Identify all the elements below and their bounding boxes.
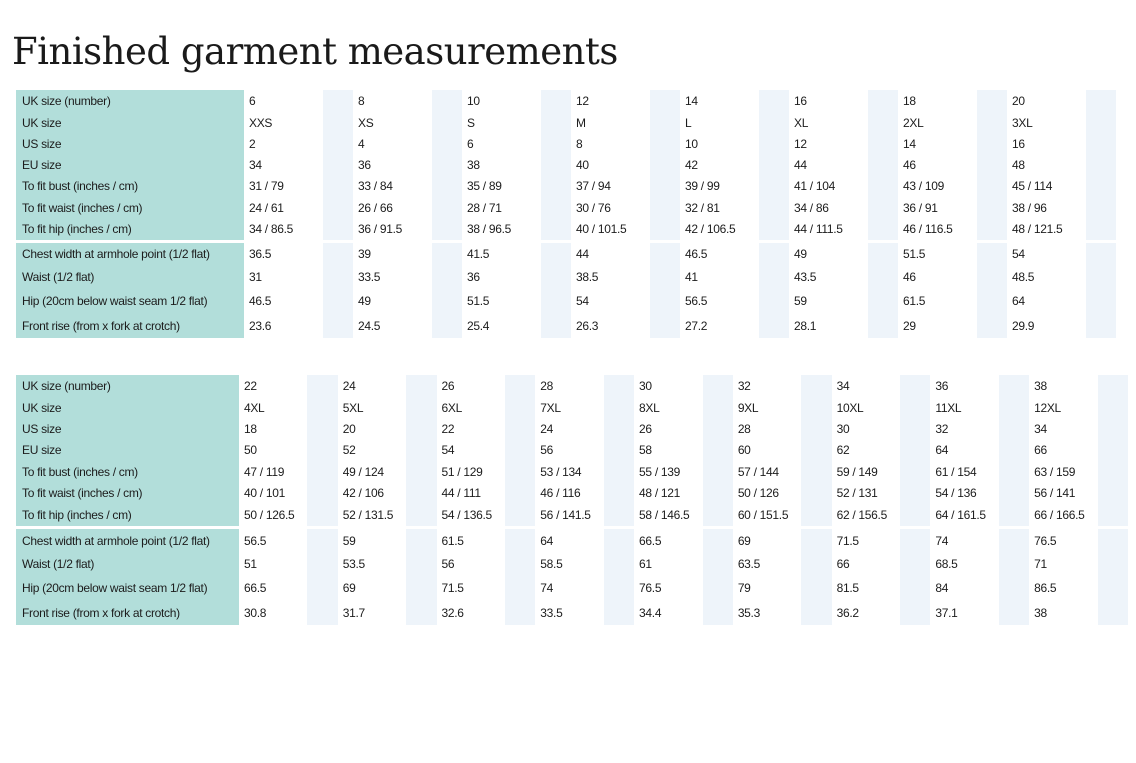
size-column [680, 243, 759, 338]
table-cell: 39 / 99 [685, 179, 720, 193]
column-spacer [307, 529, 337, 625]
row-label: Hip (20cm below waist seam 1/2 flat) [22, 294, 208, 308]
table-cell: 36 [358, 157, 371, 172]
size-column [680, 90, 759, 240]
table-cell: 51 [243, 556, 257, 571]
table-cell: 40 / 101.5 [576, 222, 627, 236]
table-cell: 36.5 [249, 247, 272, 261]
column-spacer [999, 529, 1029, 625]
table-cell: 34 / 86.5 [249, 222, 294, 236]
table-cell: 18 [903, 94, 916, 108]
table-cell: 47 / 119 [243, 464, 285, 479]
table-cell: 51.5 [903, 247, 926, 261]
table-cell: 38 / 96.5 [467, 222, 512, 236]
table-cell: 52 [342, 443, 356, 457]
table-cell: 53 / 134 [540, 464, 582, 479]
table-cell: 56 [441, 556, 455, 571]
table-cell: 7XL [540, 400, 561, 415]
column-spacer [505, 375, 535, 526]
size-column [898, 243, 977, 338]
table-cell: 35 / 89 [467, 179, 502, 193]
table-cell: XL [794, 115, 809, 130]
row-label: To fit hip (inches / cm) [22, 508, 132, 522]
table-cell: 71.5 [836, 533, 859, 548]
size-column [1007, 90, 1086, 240]
table-cell: 61.5 [441, 533, 464, 548]
table-cell: 12XL [1034, 400, 1061, 415]
row-label: EU size [22, 443, 62, 457]
table-cell: 37 / 94 [576, 179, 611, 193]
table-cell: 66.5 [639, 533, 662, 548]
table-cell: 32 [737, 379, 751, 393]
size-column [930, 375, 998, 526]
table-cell: 6 [249, 94, 256, 108]
row-label: UK size [22, 115, 62, 130]
table-cell: 38 / 96 [1012, 200, 1047, 215]
column-spacer [541, 90, 571, 240]
table-cell: 71.5 [441, 581, 464, 595]
column-spacer [759, 90, 789, 240]
size-column [1007, 243, 1086, 338]
row-label: UK size [22, 400, 62, 415]
table-cell: 9XL [737, 400, 759, 415]
size-column [462, 90, 541, 240]
table-cell: 56 / 141 [1034, 486, 1076, 500]
table-cell: 38 [467, 157, 480, 172]
table-cell: 64 [540, 533, 554, 548]
table-cell: 30 [836, 421, 850, 436]
table-cell: 84 [935, 581, 949, 595]
table-cell: 51.5 [467, 294, 490, 308]
size-column [571, 90, 650, 240]
table-cell: 38 [1034, 379, 1047, 393]
table-cell: 2 [249, 136, 256, 151]
table-cell: 50 / 126.5 [243, 508, 295, 522]
table-cell: 40 / 101 [243, 486, 285, 500]
column-spacer [650, 90, 680, 240]
row-label: US size [22, 421, 62, 436]
table-cell: 64 / 161.5 [935, 508, 986, 522]
table-cell: 41 [685, 269, 698, 284]
size-column [535, 529, 603, 625]
table-cell: 71 [1034, 556, 1047, 571]
table-cell: 66 [1034, 443, 1047, 457]
table-cell: 61.5 [903, 294, 926, 308]
size-column [462, 243, 541, 338]
table-cell: 49 [794, 247, 807, 261]
table-cell: 42 [685, 157, 698, 172]
size-column [898, 90, 977, 240]
table-cell: 11XL [935, 400, 962, 415]
table-cell: 56.5 [685, 294, 708, 308]
size-band [16, 90, 1120, 240]
table-cell: 66.5 [243, 581, 267, 595]
row-label: Front rise (from x fork at crotch) [22, 606, 180, 620]
row-label: Hip (20cm below waist seam 1/2 flat) [22, 581, 208, 595]
table-cell: 8 [358, 94, 365, 108]
table-cell: 26 / 66 [358, 200, 393, 215]
table-cell: 69 [342, 581, 356, 595]
size-column [832, 375, 900, 526]
column-spacer [307, 375, 337, 526]
table-cell: 29 [903, 319, 916, 333]
table-cell: 35.3 [737, 606, 760, 620]
table-cell: 54 [1012, 247, 1025, 261]
column-spacer [406, 375, 436, 526]
table-cell: 34.4 [639, 606, 662, 620]
column-spacer [604, 375, 634, 526]
table-cell: 53.5 [342, 556, 365, 571]
table-cell: 36.2 [836, 606, 859, 620]
row-label: Front rise (from x fork at crotch) [22, 319, 180, 333]
table-cell: XXS [249, 115, 273, 130]
table-cell: 46.5 [249, 294, 272, 308]
table-cell: 22 [441, 421, 455, 436]
table-cell: 28.1 [794, 319, 817, 333]
table-cell: 4 [358, 136, 365, 151]
table-cell: 41.5 [467, 247, 490, 261]
table-cell: 62 / 156.5 [836, 508, 887, 522]
size-column [437, 529, 505, 625]
table-cell: 76.5 [639, 581, 662, 595]
table-cell: 31 [249, 269, 262, 284]
size-table-2 [16, 375, 1128, 625]
table-cell: 34 / 86 [794, 200, 829, 215]
table-cell: 3XL [1012, 115, 1033, 130]
row-label: US size [22, 136, 62, 151]
row-label-column [16, 90, 244, 240]
table-cell: 36 [935, 379, 949, 393]
table-cell: 12 [576, 94, 589, 108]
size-column [733, 375, 801, 526]
column-spacer [432, 243, 462, 338]
table-cell: 23.6 [249, 319, 272, 333]
column-spacer [323, 243, 353, 338]
column-spacer [900, 375, 930, 526]
size-column [239, 375, 307, 526]
table-cell: 42 / 106.5 [685, 222, 736, 236]
table-cell: 54 [441, 443, 455, 457]
table-cell: 48 / 121 [639, 486, 681, 500]
table-cell: 2XL [903, 115, 924, 130]
table-cell: 36 [467, 269, 480, 284]
size-column [244, 243, 323, 338]
table-cell: 31.7 [342, 606, 365, 620]
table-cell: 58 [639, 443, 652, 457]
column-spacer [801, 529, 831, 625]
column-spacer [505, 529, 535, 625]
size-column [239, 529, 307, 625]
table-cell: 66 / 166.5 [1034, 508, 1085, 522]
table-cell: 18 [243, 421, 257, 436]
size-column [437, 375, 505, 526]
table-cell: S [467, 115, 475, 130]
table-cell: 86.5 [1034, 581, 1057, 595]
table-cell: 39 [358, 247, 371, 261]
size-column [1029, 529, 1097, 625]
table-cell: 59 / 149 [836, 464, 878, 479]
table-cell: 61 / 154 [935, 464, 977, 479]
table-cell: 54 / 136 [935, 486, 977, 500]
table-cell: 56.5 [243, 533, 267, 548]
row-label-column [16, 529, 239, 625]
table-cell: 44 / 111.5 [794, 222, 843, 236]
table-cell: 28 / 71 [467, 200, 502, 215]
table-cell: 34 [836, 379, 850, 393]
table-cell: 27.2 [685, 319, 708, 333]
table-cell: 5XL [342, 400, 364, 415]
page-title: Finished garment measurements [12, 30, 618, 73]
table-cell: 41 / 104 [794, 179, 835, 193]
table-cell: 12 [794, 136, 807, 151]
table-cell: 54 / 136.5 [441, 508, 492, 522]
column-spacer [759, 243, 789, 338]
size-column [353, 243, 432, 338]
table-cell: 37.1 [935, 606, 958, 620]
row-label: To fit waist (inches / cm) [22, 200, 143, 215]
table-cell: 33.5 [358, 269, 381, 284]
table-cell: 33.5 [540, 606, 563, 620]
column-spacer [432, 90, 462, 240]
table-cell: 46 [903, 269, 916, 284]
table-cell: XS [358, 115, 374, 130]
size-band [16, 375, 1128, 526]
column-spacer [868, 90, 898, 240]
table-cell: 24 [540, 421, 554, 436]
table-cell: 24.5 [358, 319, 381, 333]
table-cell: 50 / 126 [737, 486, 779, 500]
table-cell: 32.6 [441, 606, 464, 620]
table-cell: 61 [639, 556, 652, 571]
table-cell: 69 [737, 533, 751, 548]
row-label: UK size (number) [22, 94, 111, 108]
table-cell: 48 [1012, 157, 1025, 172]
column-spacer [977, 243, 1007, 338]
table-cell: 60 [737, 443, 751, 457]
table-cell: 8 [576, 136, 583, 151]
row-label: Waist (1/2 flat) [22, 269, 95, 284]
row-label: Chest width at armhole point (1/2 flat) [22, 533, 210, 548]
row-label: To fit bust (inches / cm) [22, 179, 138, 193]
table-cell: 24 [342, 379, 356, 393]
table-cell: 10 [467, 94, 480, 108]
table-cell: 56 / 141.5 [540, 508, 591, 522]
table-cell: 79 [737, 581, 751, 595]
measurement-band [16, 243, 1120, 338]
table-cell: 16 [1012, 136, 1025, 151]
column-spacer [868, 243, 898, 338]
size-column [789, 90, 868, 240]
size-column [733, 529, 801, 625]
table-cell: 76.5 [1034, 533, 1057, 548]
table-cell: 48.5 [1012, 269, 1035, 284]
size-column [244, 90, 323, 240]
table-cell: 59 [794, 294, 807, 308]
table-cell: 24 / 61 [249, 200, 284, 215]
column-spacer [801, 375, 831, 526]
table-cell: 66 [836, 556, 850, 571]
table-cell: 50 [243, 443, 257, 457]
table-cell: 68.5 [935, 556, 958, 571]
row-label: To fit waist (inches / cm) [22, 486, 143, 500]
column-spacer [999, 375, 1029, 526]
table-cell: 63 / 159 [1034, 464, 1076, 479]
size-column [1029, 375, 1097, 526]
row-label: Chest width at armhole point (1/2 flat) [22, 247, 210, 261]
table-cell: 58.5 [540, 556, 563, 571]
table-cell: 62 [836, 443, 850, 457]
row-label: UK size (number) [22, 379, 111, 393]
table-cell: L [685, 115, 692, 130]
table-cell: 32 [935, 421, 949, 436]
row-label: To fit hip (inches / cm) [22, 222, 132, 236]
table-cell: 43.5 [794, 269, 817, 284]
table-cell: 64 [1012, 294, 1025, 308]
row-label-column [16, 243, 244, 338]
table-cell: 74 [935, 533, 949, 548]
size-column [353, 90, 432, 240]
size-table-1 [16, 90, 1120, 338]
column-spacer [703, 375, 733, 526]
table-cell: 32 / 81 [685, 200, 720, 215]
table-cell: 40 [576, 157, 589, 172]
table-cell: 28 [540, 379, 554, 393]
column-spacer [1086, 243, 1116, 338]
table-cell: 43 / 109 [903, 179, 944, 193]
table-cell: 38.5 [576, 269, 599, 284]
table-cell: 54 [576, 294, 589, 308]
column-spacer [406, 529, 436, 625]
column-spacer [1098, 529, 1128, 625]
table-cell: 49 / 124 [342, 464, 384, 479]
column-spacer [541, 243, 571, 338]
table-cell: 58 / 146.5 [639, 508, 690, 522]
table-cell: 36 / 91.5 [358, 222, 403, 236]
table-cell: 30 / 76 [576, 200, 611, 215]
size-column [571, 243, 650, 338]
size-column [634, 375, 702, 526]
table-cell: 16 [794, 94, 807, 108]
table-cell: 55 / 139 [639, 464, 681, 479]
row-label: Waist (1/2 flat) [22, 556, 95, 571]
table-cell: 26 [441, 379, 455, 393]
table-cell: 74 [540, 581, 554, 595]
table-cell: 10XL [836, 400, 864, 415]
table-cell: 44 [794, 157, 807, 172]
table-cell: 8XL [639, 400, 660, 415]
table-cell: 34 [249, 157, 262, 172]
table-cell: 59 [342, 533, 356, 548]
table-cell: 52 / 131 [836, 486, 878, 500]
table-cell: 44 [576, 247, 589, 261]
table-cell: 10 [685, 136, 698, 151]
size-column [535, 375, 603, 526]
table-cell: 22 [243, 379, 257, 393]
measurement-band [16, 529, 1128, 625]
row-label: To fit bust (inches / cm) [22, 464, 138, 479]
column-spacer [650, 243, 680, 338]
table-cell: 4XL [243, 400, 265, 415]
table-cell: 81.5 [836, 581, 859, 595]
size-column [338, 529, 406, 625]
table-cell: 46 / 116 [540, 486, 581, 500]
size-column [634, 529, 702, 625]
table-cell: 26.3 [576, 319, 599, 333]
table-cell: 6XL [441, 400, 462, 415]
table-cell: M [576, 115, 586, 130]
row-label-column [16, 375, 239, 526]
table-cell: 52 / 131.5 [342, 508, 394, 522]
table-cell: 48 / 121.5 [1012, 222, 1063, 236]
table-cell: 63.5 [737, 556, 760, 571]
size-column [789, 243, 868, 338]
row-label: EU size [22, 157, 62, 172]
column-spacer [703, 529, 733, 625]
table-cell: 30 [639, 379, 652, 393]
table-cell: 51 / 129 [441, 464, 483, 479]
table-cell: 56 [540, 443, 554, 457]
table-cell: 34 [1034, 421, 1047, 436]
table-cell: 28 [737, 421, 751, 436]
table-cell: 45 / 114 [1012, 179, 1053, 193]
column-spacer [977, 90, 1007, 240]
table-cell: 29.9 [1012, 319, 1035, 333]
table-cell: 42 / 106 [342, 486, 384, 500]
size-column [832, 529, 900, 625]
size-column [338, 375, 406, 526]
table-cell: 36 / 91 [903, 200, 938, 215]
table-cell: 20 [342, 421, 356, 436]
table-cell: 20 [1012, 94, 1025, 108]
table-cell: 31 / 79 [249, 179, 284, 193]
table-cell: 14 [903, 136, 916, 151]
table-cell: 57 / 144 [737, 464, 779, 479]
table-cell: 64 [935, 443, 949, 457]
table-cell: 49 [358, 294, 371, 308]
column-spacer [900, 529, 930, 625]
table-cell: 26 [639, 421, 652, 436]
table-cell: 46.5 [685, 247, 708, 261]
table-cell: 60 / 151.5 [737, 508, 789, 522]
size-column [930, 529, 998, 625]
table-cell: 25.4 [467, 319, 490, 333]
table-cell: 14 [685, 94, 698, 108]
column-spacer [1086, 90, 1116, 240]
column-spacer [323, 90, 353, 240]
table-cell: 46 / 116.5 [903, 222, 953, 236]
table-cell: 44 / 111 [441, 486, 481, 500]
table-cell: 6 [467, 136, 474, 151]
table-cell: 30.8 [243, 606, 267, 620]
column-spacer [1098, 375, 1128, 526]
table-cell: 33 / 84 [358, 179, 393, 193]
table-cell: 38 [1034, 606, 1047, 620]
column-spacer [604, 529, 634, 625]
table-cell: 46 [903, 157, 916, 172]
